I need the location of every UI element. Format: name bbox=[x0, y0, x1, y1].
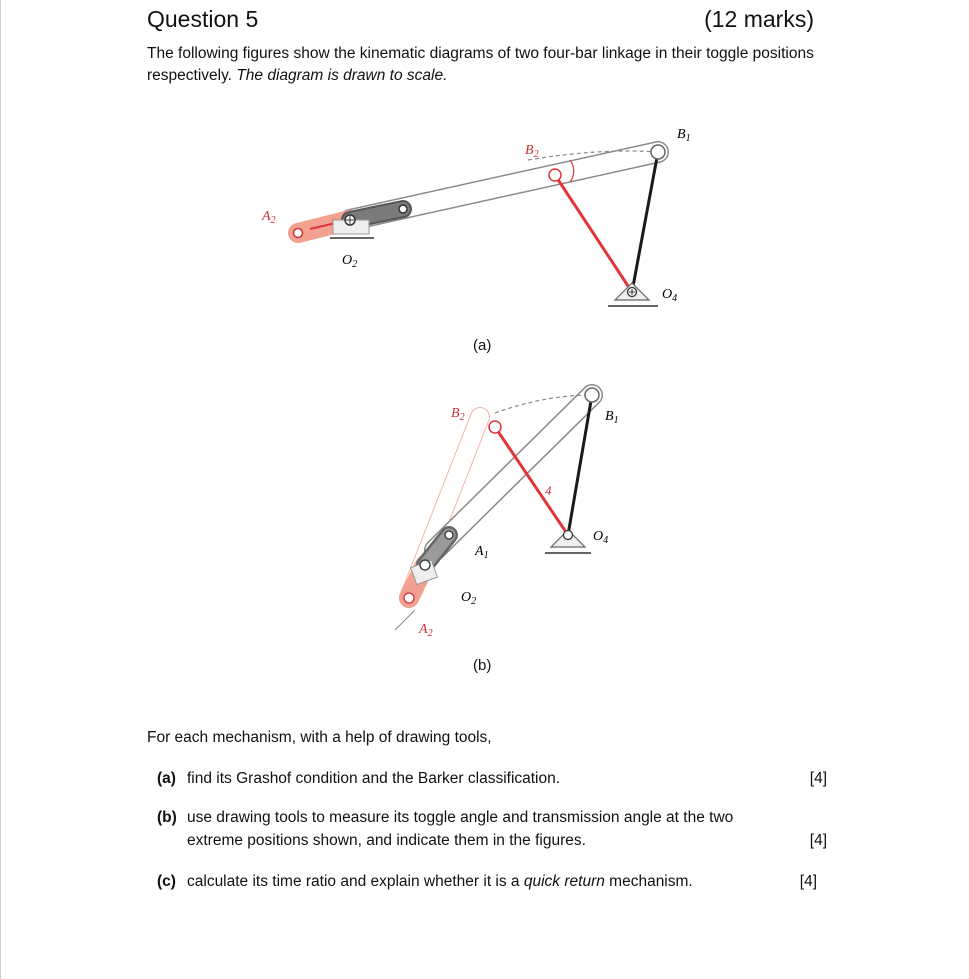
question-marks: (12 marks) bbox=[704, 6, 814, 32]
part-a-marks: [4] bbox=[809, 770, 827, 787]
part-b-text-2: extreme positions shown, and indicate them in the figures. bbox=[187, 832, 586, 849]
part-c-label: (c) bbox=[157, 873, 176, 890]
part-c-marks: [4] bbox=[799, 873, 817, 890]
part-c-text-before: calculate its time ratio and explain whether it is a bbox=[187, 873, 524, 890]
part-b-marks: [4] bbox=[809, 832, 827, 849]
part-c-text-after: mechanism. bbox=[604, 873, 693, 890]
label-a2: $A_2$ bbox=[262, 209, 276, 226]
label-o2: $O_2$ bbox=[342, 253, 358, 270]
label-b1: $B_1$ bbox=[677, 127, 691, 144]
label-o4: $O_4$ bbox=[662, 287, 678, 304]
rocker-black bbox=[632, 152, 658, 292]
part-b-label: (b) bbox=[157, 809, 177, 826]
label-b2: $B_2$ bbox=[525, 143, 539, 160]
figure-b-diagram bbox=[385, 375, 640, 640]
figure-b-caption: (b) bbox=[473, 657, 492, 674]
part-c-text-italic: quick return bbox=[523, 873, 605, 890]
label-link4: 4 bbox=[545, 483, 552, 498]
figure-a-diagram bbox=[262, 120, 710, 330]
part-c bbox=[157, 870, 827, 893]
part-b bbox=[157, 806, 827, 852]
figure-a-caption: (a) bbox=[473, 337, 492, 354]
label-b2: $B_2$ bbox=[451, 406, 465, 423]
label-a2: $A_2$ bbox=[419, 622, 433, 639]
label-o2: $O_2$ bbox=[461, 590, 477, 607]
part-b-text-1: use drawing tools to measure its toggle angle and transmission angle at the two bbox=[187, 809, 734, 826]
intro-text: The following figures show the kinematic diagrams of two four-bar linkage in their toggle positions respectively. bbox=[147, 45, 814, 84]
instructions-lead: For each mechanism, with a help of drawing tools, bbox=[147, 729, 492, 746]
question-title: Question 5 bbox=[147, 6, 259, 32]
rocker-red bbox=[555, 175, 632, 292]
page-edge bbox=[0, 0, 1, 979]
part-a bbox=[157, 767, 827, 790]
part-a-text: find its Grashof condition and the Barker classification. bbox=[187, 770, 561, 787]
label-a1: $A_1$ bbox=[475, 544, 489, 561]
question-intro bbox=[147, 43, 827, 87]
intro-italic: The diagram is drawn to scale. bbox=[236, 67, 448, 84]
label-o4: $O_4$ bbox=[593, 529, 609, 546]
label-b1: $B_1$ bbox=[605, 409, 619, 426]
part-a-label: (a) bbox=[157, 770, 176, 787]
